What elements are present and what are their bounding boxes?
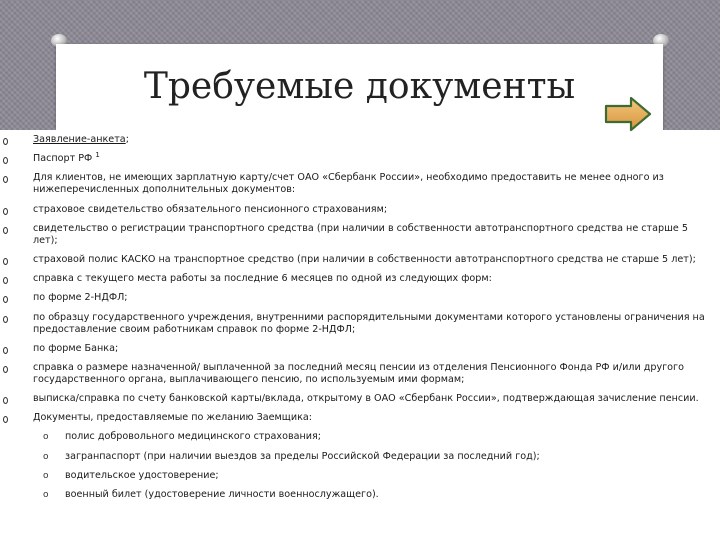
list-item: страховое свидетельство обязательного пенсионного страхованиям; [0,204,720,216]
next-slide-button[interactable] [603,96,653,132]
bullet-icon [3,316,8,323]
list-item: свидетельство о регистрации транспортного средства (при наличии в собственности автотранспортного средства не старше 5 лет); [0,223,720,247]
sub-bullet-icon: o [43,432,49,443]
bullet-icon [3,208,8,215]
document-list [0,134,720,508]
list-item: по форме 2-НДФЛ; [0,292,720,304]
content-sheet [0,130,720,540]
bullet-icon [3,176,8,183]
bullet-icon [3,416,8,423]
sub-list-item: o водительское удостоверение; [43,469,219,481]
list-item: справка о размере назначенной/ выплаченной за последний месяц пенсии из отделения Пенсионного Фонда РФ и/или другого государственного органа, выплачивающего пенсию, по используемым ими формам; [0,362,720,386]
sub-bullet-icon: o [43,490,49,500]
list-item: по форме Банка; [0,343,720,355]
right-arrow-icon [603,96,653,132]
sub-list-item: o загранпаспорт (при наличии выездов за пределы Российской Федерации за последний год); [43,450,540,462]
sub-list-item: o военный билет (удостоверение личности военнослужащего). [43,489,379,500]
bullet-icon [3,397,8,404]
sub-bullet-icon: o [43,451,49,462]
bullet-icon [3,138,8,145]
title-card [56,44,663,130]
bullet-icon [3,366,8,373]
sub-list-item: o полис добровольного медицинского страхования; [43,431,321,443]
list-item-application-form: Заявление-анкета; [0,134,720,146]
list-item-passport: Паспорт РФ $^1$ [0,153,720,165]
list-item: Документы, предоставляемые по желанию Заемщика: [0,412,720,424]
bullet-icon [3,157,8,164]
list-item: Для клиентов, не имеющих зарплатную карту/счет ОАО «Сбербанк России», необходимо предоставить не менее одного из нижеперечисленных дополнительных документов: [0,172,720,196]
list-item: страховой полис КАСКО на транспортное средство (при наличии в собственности автотранспортного средства не старше 5 лет); [0,254,720,266]
bullet-icon [3,296,8,303]
list-item: справка с текущего места работы за последние 6 месяцев по одной из следующих форм: [0,273,720,285]
bullet-icon [3,227,8,234]
footnote-marker: 1 [95,151,100,159]
list-item: по образцу государственного учреждения, внутренними распорядительными документами которого установлены ограничения на предоставление своим работникам справок по форме 2-НДФЛ; [0,312,720,336]
application-form-link[interactable]: Заявление-анкета [33,134,126,145]
bullet-icon [3,347,8,354]
bullet-icon [3,258,8,265]
page-title: Требуемые документы [143,66,576,107]
sub-bullet-icon: o [43,470,49,481]
bullet-icon [3,277,8,284]
list-item: выписка/справка по счету банковской карты/вклада, открытому в ОАО «Сбербанк России», подтверждающая зачисление пенсии. [0,393,720,405]
